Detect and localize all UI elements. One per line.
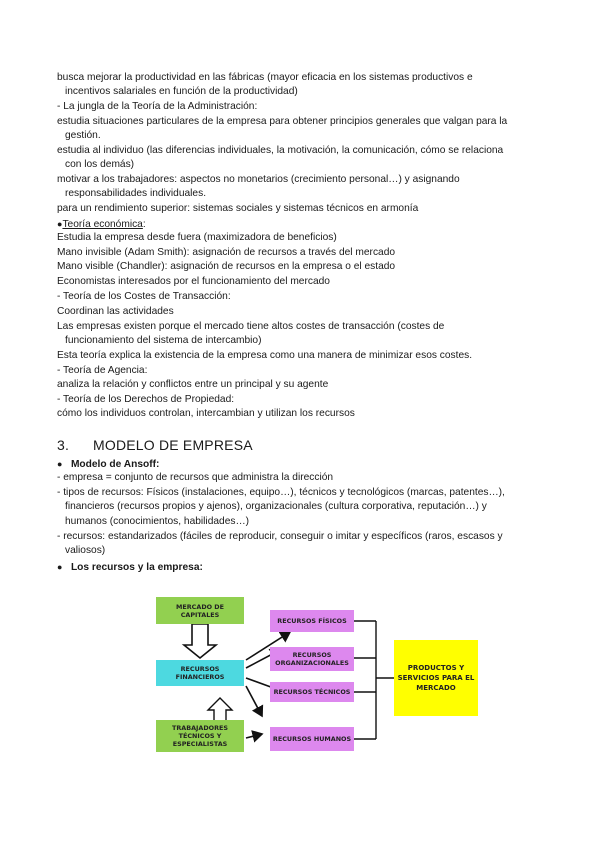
text-line: cómo los individuos controlan, intercambian y utilizan los recursos bbox=[57, 408, 355, 419]
recursos-humanos-box: RECURSOS HUMANOS bbox=[270, 727, 354, 751]
text-line: incentivos salariales en función de la productividad) bbox=[65, 86, 298, 97]
section-heading bbox=[57, 437, 253, 453]
text-line: para un rendimiento superior: sistemas sociales y sistemas técnicos en armonía bbox=[57, 203, 419, 214]
mercado-capitales-box: MERCADO DE CAPITALES bbox=[156, 597, 244, 624]
text-line: valiosos) bbox=[65, 545, 106, 556]
text-line: - empresa = conjunto de recursos que administra la dirección bbox=[57, 472, 334, 483]
bullet-icon: ● bbox=[57, 459, 63, 469]
bullet-icon: ● bbox=[57, 219, 63, 229]
text-line: responsabilidades individuales. bbox=[65, 188, 207, 199]
recursos-organizacionales-box: RECURSOS ORGANIZACIONALES bbox=[270, 647, 354, 671]
resources-diagram bbox=[150, 590, 490, 765]
text-line: Esta teoría explica la existencia de la empresa como una manera de minimizar esos costes. bbox=[57, 350, 473, 361]
text-line: - Teoría de los Derechos de Propiedad: bbox=[57, 394, 235, 405]
text-line: Mano invisible (Adam Smith): asignación de recursos a través del mercado bbox=[57, 247, 396, 258]
text-line: motivar a los trabajadores: aspectos no monetarios (crecimiento personal…) y asignando bbox=[57, 174, 460, 185]
text-line: estudia al individuo (las diferencias individuales, la motivación, la comunicación, cómo se relaciona bbox=[57, 145, 504, 156]
text-line: analiza la relación y conflictos entre un principal y su agente bbox=[57, 379, 329, 390]
productos-servicios-box: PRODUCTOS Y SERVICIOS PARA EL MERCADO bbox=[394, 640, 478, 716]
resources-title: Los recursos y la empresa: bbox=[70, 562, 203, 573]
text-line: financieros (recursos propios y ajenos), organizacionales (cultura corporativa, reputación…) y bbox=[65, 501, 487, 512]
ansoff-heading bbox=[57, 457, 560, 472]
text-line: Estudia la empresa desde fuera (maximizadora de beneficios) bbox=[57, 232, 337, 243]
text-line: estudia situaciones particulares de la empresa para obtener principios generales que valgan para la bbox=[57, 116, 508, 127]
recursos-tecnicos-box: RECURSOS TÉCNICOS bbox=[270, 682, 354, 702]
economic-heading bbox=[57, 217, 560, 232]
text-line: gestión. bbox=[65, 130, 101, 141]
text-line: - recursos: estandarizados (fáciles de reproducir, conseguir o imitar y específicos (raros, escasos y bbox=[57, 531, 503, 542]
text-line: - Teoría de los Costes de Transacción: bbox=[57, 291, 231, 302]
economic-heading-text: Teoría económica bbox=[62, 219, 143, 230]
text-line: humanos (conocimientos, habilidades…) bbox=[65, 516, 250, 527]
text-line: Economistas interesados por el funcionamiento del mercado bbox=[57, 276, 330, 287]
text-line: - La jungla de la Teoría de la Administración: bbox=[57, 101, 258, 112]
recursos-fisicos-box: RECURSOS FÍSICOS bbox=[270, 610, 354, 632]
section-number: 3. bbox=[57, 437, 70, 453]
bullet-icon: ● bbox=[57, 562, 63, 572]
down-arrow-icon bbox=[184, 624, 216, 658]
text-line: busca mejorar la productividad en las fábricas (mayor eficacia en los sistemas productivos e bbox=[57, 72, 473, 83]
text-line: funcionamiento del sistema de intercambio) bbox=[65, 335, 262, 346]
text-line: con los demás) bbox=[65, 159, 135, 170]
text-line: - tipos de recursos: Físicos (instalaciones, equipo…), técnicos y tecnológicos (marcas, patentes…), bbox=[57, 487, 505, 498]
economic-heading-colon: : bbox=[142, 219, 146, 230]
trabajadores-box: TRABAJADORES TÉCNICOS Y ESPECIALISTAS bbox=[156, 720, 244, 752]
section-title: MODELO DE EMPRESA bbox=[93, 437, 253, 453]
text-line: - Teoría de Agencia: bbox=[57, 365, 148, 376]
resources-heading bbox=[57, 560, 560, 575]
text-line: Mano visible (Chandler): asignación de recursos en la empresa o el estado bbox=[57, 261, 396, 272]
ansoff-title: Modelo de Ansoff: bbox=[70, 459, 160, 470]
text-line: Coordinan las actividades bbox=[57, 306, 174, 317]
text-line: Las empresas existen porque el mercado tiene altos costes de transacción (costes de bbox=[57, 321, 445, 332]
recursos-financieros-box: RECURSOS FINANCIEROS bbox=[156, 660, 244, 686]
